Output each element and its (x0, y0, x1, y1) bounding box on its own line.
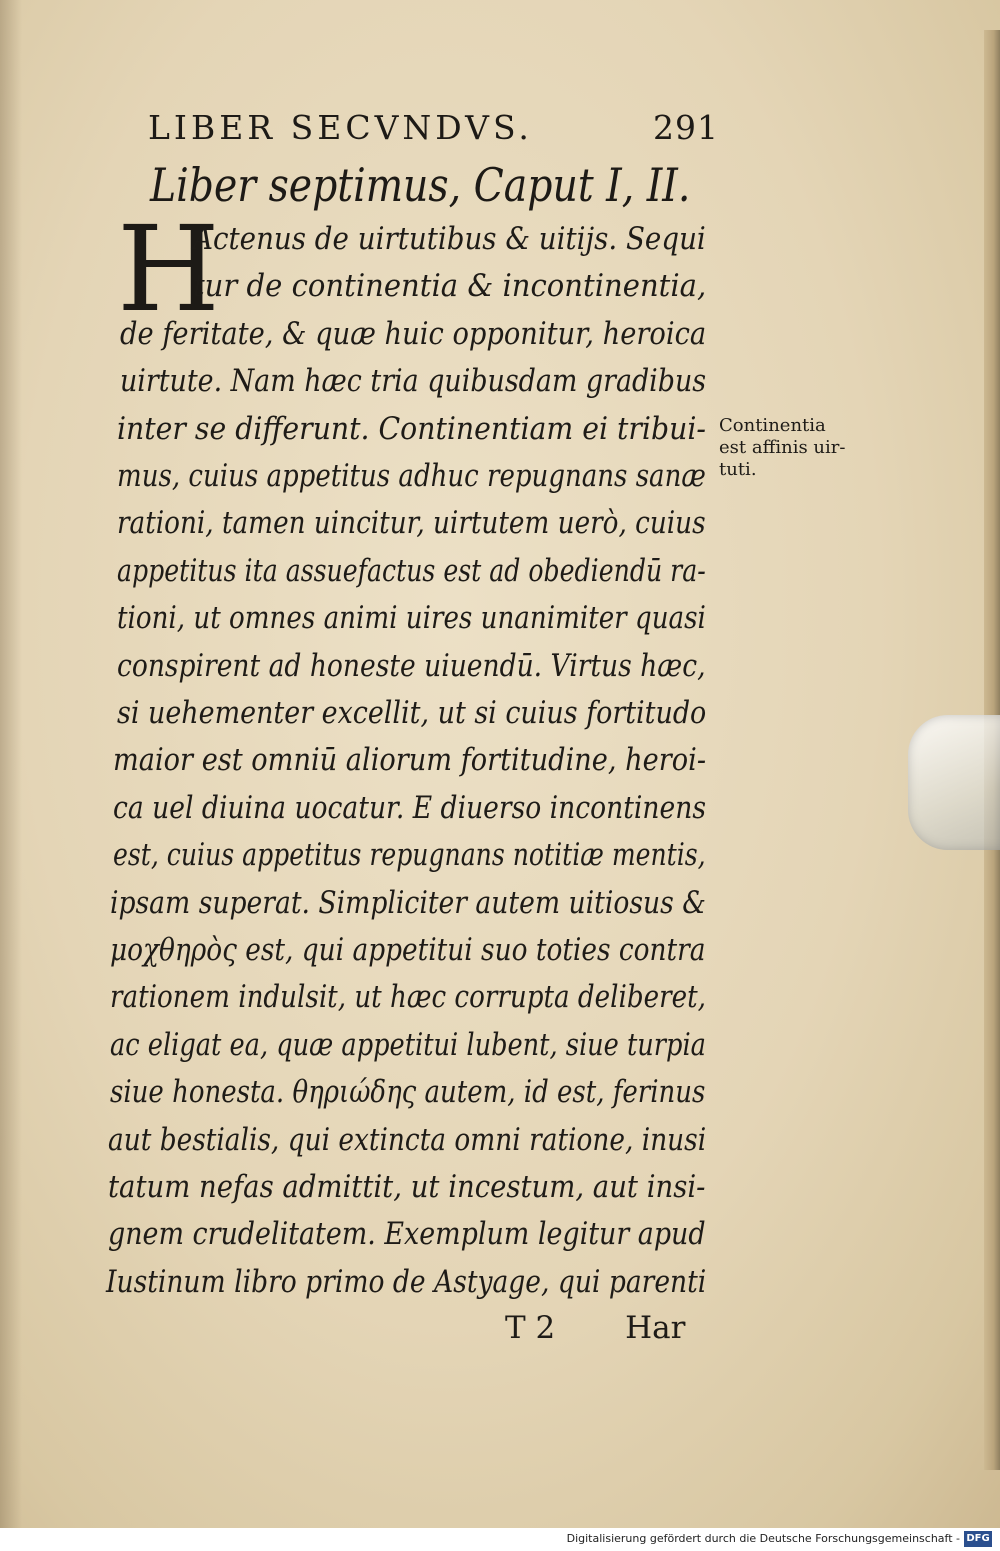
dfg-logo: DFG (964, 1531, 992, 1547)
body-line: uirtute. Nam hæc tria quibusdam gradibus (120, 363, 707, 400)
body-line: inter se differunt. Continentiam ei tribui- (117, 410, 706, 447)
body-line: appetitus ita assuefactus est ad obediendū ra- (117, 552, 706, 589)
drop-cap: H (117, 200, 220, 338)
body-line: Actenus de uirtutibus & uitijs. Sequi (193, 221, 706, 257)
catchword: Har (625, 1310, 686, 1346)
body-line: μοχθηρὸς est, qui appetitui suo toties contra (110, 932, 706, 968)
running-head-title: LIBER SECVNDVS. (148, 108, 533, 147)
body-line: maior est omniū aliorum fortitudine, heroi- (113, 742, 707, 779)
body-line: ipsam superat. Simpliciter autem uitiosus & (110, 884, 706, 921)
marginal-note (719, 415, 845, 481)
body-line: de feritate, & quæ huic opponitur, heroica (120, 315, 707, 352)
body-line: conspirent ad honeste uiuendū. Virtus hæc, (117, 647, 706, 684)
body-line: aut bestialis, qui extincta omni ratione, inusi (108, 1121, 707, 1158)
gutter-shadow (0, 0, 22, 1528)
signature-line (505, 1310, 685, 1346)
footer-bar (0, 1528, 1000, 1551)
body-line: tioni, ut omnes animi uires unanimiter quasi (117, 600, 706, 637)
body-line: si uehementer excellit, ut si cuius fortitudo (117, 695, 707, 731)
body-line: gnem crudelitatem. Exemplum legitur apud (108, 1216, 706, 1253)
body-line: rationi, tamen uincitur, uirtutem uerò, cuius (117, 505, 706, 542)
running-head (148, 108, 719, 147)
body-line: siue honesta. θηριώδης autem, id est, ferinus (110, 1074, 706, 1111)
marginal-note-line: est affinis uir- (719, 437, 846, 458)
body-line: est, cuius appetitus repugnans notitiæ mentis, (113, 837, 706, 874)
chapter-title: Liber septimus, Caput I, II. (150, 158, 691, 212)
marginal-note-line: Continentia (719, 415, 826, 436)
body-line: ac eligat ea, quæ appetitui lubent, siue turpia (110, 1026, 706, 1063)
body-line: tatum nefas admittit, ut incestum, aut insi- (108, 1169, 706, 1205)
page-number: 291 (653, 108, 719, 147)
body-line: Iustinum libro primo de Astyage, qui parenti (106, 1263, 707, 1300)
body-line: ca uel diuina uocatur. E diuerso incontinens (113, 789, 707, 826)
body-line: rationem indulsit, ut hæc corrupta deliberet, (110, 979, 706, 1016)
signature-mark: T 2 (505, 1310, 556, 1346)
funding-credit: Digitalisierung gefördert durch die Deutsche Forschungsgemeinschaft - (566, 1532, 960, 1545)
body-line: tur de continentia & incontinentia, (193, 268, 707, 305)
marginal-note-line: tuti. (719, 459, 757, 480)
page-clip (908, 715, 1000, 850)
body-line: mus, cuius appetitus adhuc repugnans sanæ (117, 458, 706, 494)
